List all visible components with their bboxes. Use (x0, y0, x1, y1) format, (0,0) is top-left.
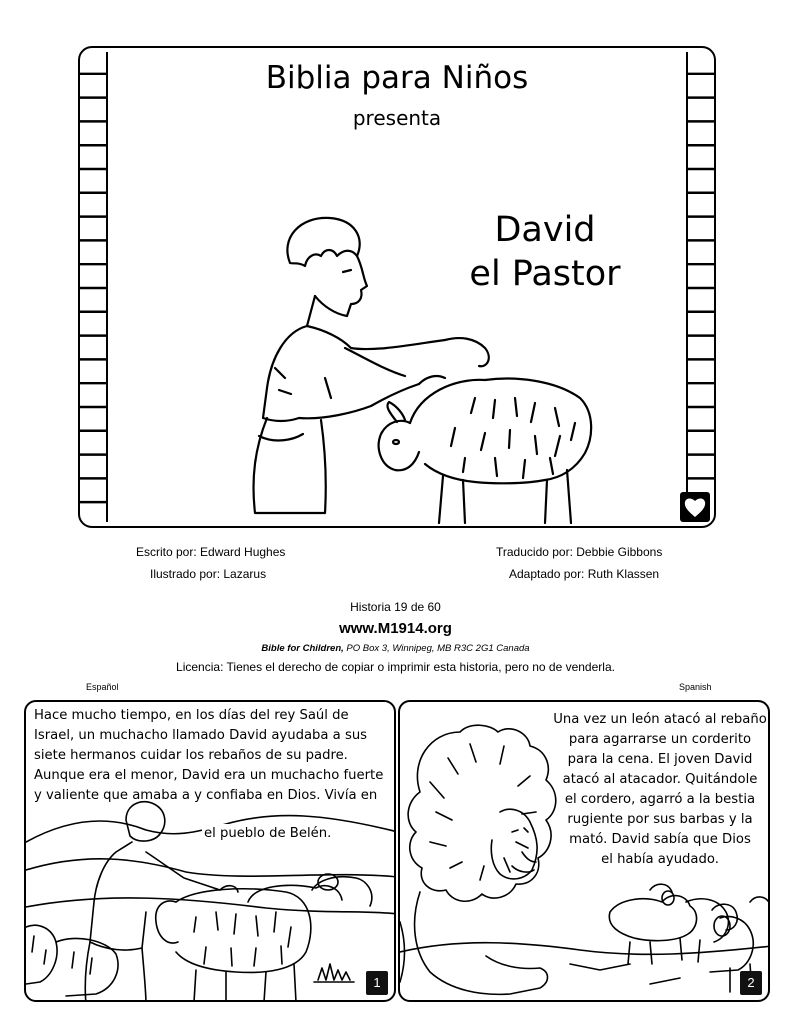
panel-2-line: rugiente por sus barbas y la (567, 812, 753, 827)
story-panel-2 (398, 700, 770, 1002)
panel-2-line: el cordero, agarró a la bestia (564, 792, 756, 807)
panel-2-line: Una vez un león atacó al rebaño (553, 712, 767, 727)
page-number-1: 1 (366, 971, 388, 995)
language-label-english: Spanish (679, 682, 712, 692)
translated-by: Traducido por: Debbie Gibbons (496, 545, 663, 559)
cover-panel (78, 46, 716, 528)
publisher-address-rest: PO Box 3, Winnipeg, MB R3C 2G1 Canada (343, 643, 530, 654)
panel-2-line: mató. David sabía que Dios (569, 832, 751, 847)
license-notice: Licencia: Tienes el derecho de copiar o imprimir esta historia, pero no de venderla. (176, 660, 615, 674)
panel-2-text (550, 710, 770, 870)
panel-1-text (34, 706, 394, 806)
panel-1-line: Aunque era el menor, David era un muchacho fuerte (34, 768, 384, 783)
page-number-2: 2 (740, 971, 762, 995)
adapted-by: Adaptado por: Ruth Klassen (509, 567, 660, 581)
story-panel-1 (24, 700, 396, 1002)
panel-2-line: para agarrarse un corderito (568, 732, 752, 747)
panel-1-line: Hace mucho tiempo, en los días del rey Saúl de (34, 708, 349, 723)
language-label-native: Español (86, 682, 119, 692)
heart-logo-icon (680, 492, 710, 522)
story-number: Historia 19 de 60 (350, 600, 441, 614)
panel-1-line: Israel, un muchacho llamado David ayudaba a sus (34, 728, 368, 743)
panel-1-line: y valiente que amaba a y confiaba en Dios. Vivía en (34, 788, 378, 803)
website-link[interactable]: www.M1914.org (339, 620, 452, 637)
panel-1-line: siete hermanos cuidar los rebaños de su padre. (34, 748, 348, 763)
story-title (435, 208, 655, 296)
panel-1-last-line: el pueblo de Belén. (202, 824, 333, 844)
cover-subtitle: presenta (352, 106, 442, 130)
story-title-line2: el Pastor (469, 254, 621, 294)
illustrated-by: Ilustrado por: Lazarus (150, 567, 267, 581)
cover-title: Biblia para Niños (265, 60, 529, 96)
panel-2-line: para la cena. El joven David (567, 752, 753, 767)
story-title-line1: David (494, 210, 596, 250)
panel-2-line: el había ayudado. (601, 852, 719, 867)
publisher-address (0, 643, 791, 654)
written-by: Escrito por: Edward Hughes (136, 545, 286, 559)
panel-2-line: atacó al atacador. Quitándole (562, 772, 758, 787)
publisher-name: Bible for Children, (261, 643, 344, 654)
